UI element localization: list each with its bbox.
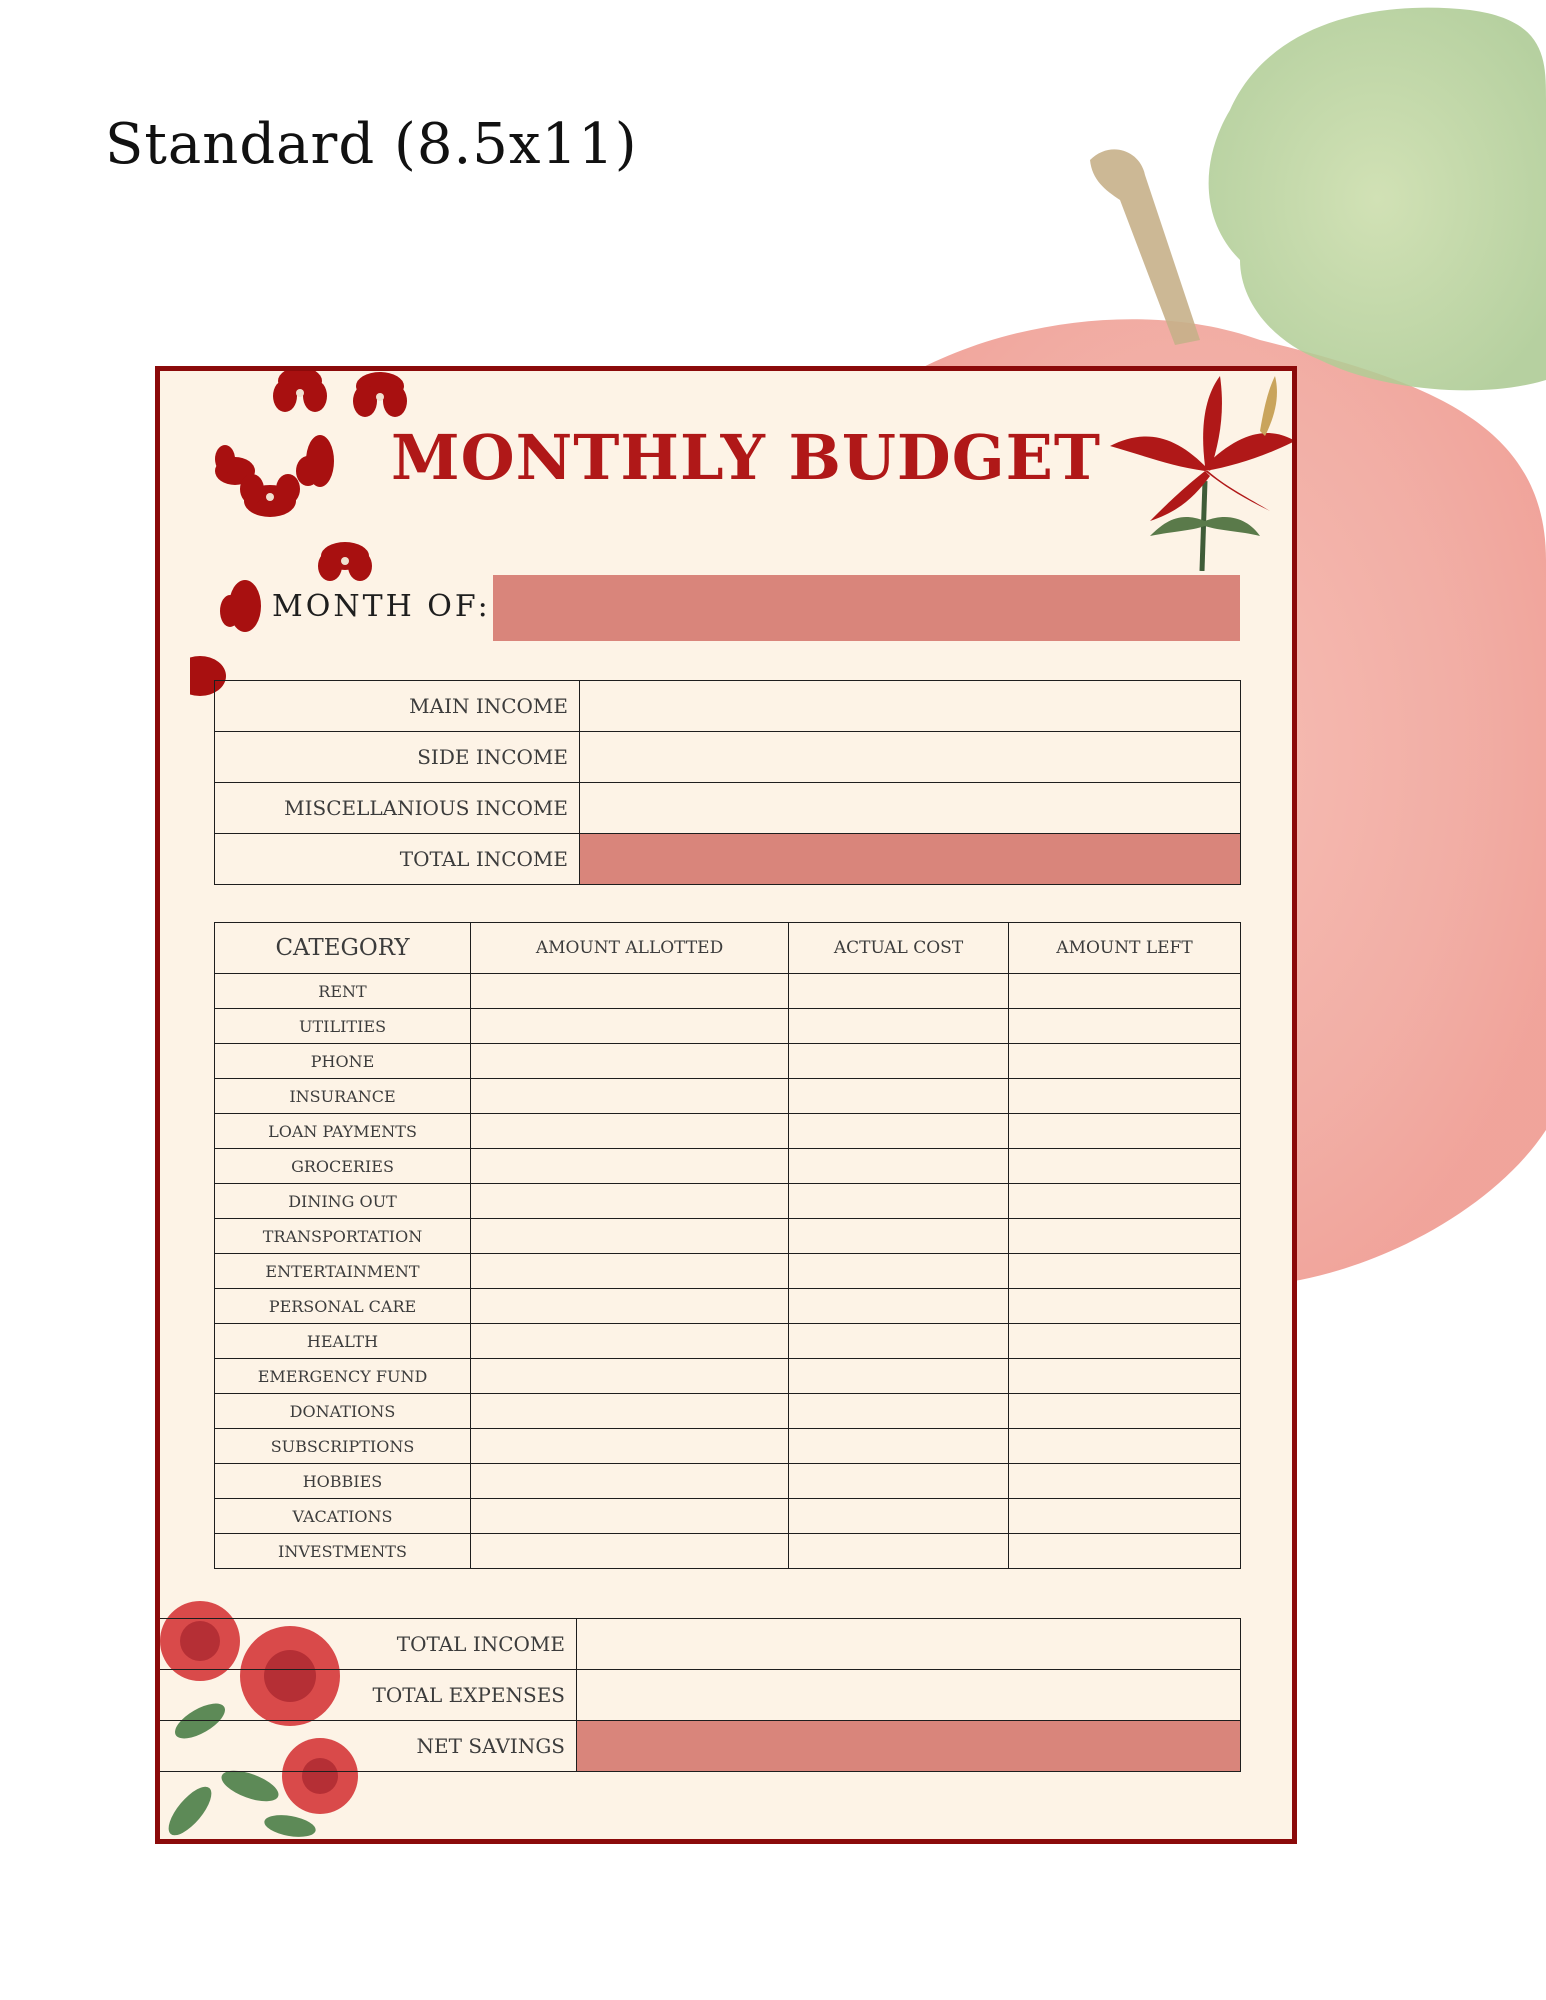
column-header-actual-cost: ACTUAL COST — [789, 923, 1009, 974]
amount-allotted-cell[interactable] — [471, 1394, 789, 1429]
amount-left-cell[interactable] — [1009, 1464, 1241, 1499]
amount-allotted-cell[interactable] — [471, 1009, 789, 1044]
actual-cost-cell[interactable] — [789, 1464, 1009, 1499]
actual-cost-cell[interactable] — [789, 1044, 1009, 1079]
table-row — [160, 1619, 1241, 1670]
amount-allotted-cell[interactable] — [471, 1044, 789, 1079]
page-heading: Standard (8.5x11) — [105, 112, 638, 177]
actual-cost-cell[interactable] — [789, 1254, 1009, 1289]
category-label: PHONE — [215, 1044, 471, 1079]
table-row — [215, 1324, 1241, 1359]
table-row — [215, 1359, 1241, 1394]
category-label: SUBSCRIPTIONS — [215, 1429, 471, 1464]
actual-cost-cell[interactable] — [789, 1359, 1009, 1394]
category-label: HOBBIES — [215, 1464, 471, 1499]
actual-cost-cell[interactable] — [789, 1149, 1009, 1184]
category-label: INVESTMENTS — [215, 1534, 471, 1569]
actual-cost-cell[interactable] — [789, 974, 1009, 1009]
table-row — [215, 1219, 1241, 1254]
amount-allotted-cell[interactable] — [471, 1254, 789, 1289]
actual-cost-cell[interactable] — [789, 1499, 1009, 1534]
column-header-amount-allotted: AMOUNT ALLOTTED — [471, 923, 789, 974]
table-row — [215, 1534, 1241, 1569]
table-row — [215, 1149, 1241, 1184]
table-row — [215, 732, 1241, 783]
amount-left-cell[interactable] — [1009, 1219, 1241, 1254]
amount-allotted-cell[interactable] — [471, 1219, 789, 1254]
actual-cost-cell[interactable] — [789, 1114, 1009, 1149]
category-label: UTILITIES — [215, 1009, 471, 1044]
column-header-category: CATEGORY — [215, 923, 471, 974]
table-row — [215, 1044, 1241, 1079]
amount-allotted-cell[interactable] — [471, 1184, 789, 1219]
budget-title: MONTHLY BUDGET — [390, 421, 1102, 494]
table-row — [215, 1429, 1241, 1464]
actual-cost-cell[interactable] — [789, 1079, 1009, 1114]
table-row — [160, 1670, 1241, 1721]
summary-total-expenses-field[interactable] — [577, 1670, 1241, 1721]
amount-allotted-cell[interactable] — [471, 1079, 789, 1114]
table-row — [215, 1289, 1241, 1324]
main-income-field[interactable] — [580, 681, 1241, 732]
misc-income-field[interactable] — [580, 783, 1241, 834]
amount-left-cell[interactable] — [1009, 1254, 1241, 1289]
amount-allotted-cell[interactable] — [471, 1149, 789, 1184]
category-label: DONATIONS — [215, 1394, 471, 1429]
category-label: HEALTH — [215, 1324, 471, 1359]
table-row — [215, 1009, 1241, 1044]
summary-total-income-label: TOTAL INCOME — [160, 1619, 577, 1670]
amount-left-cell[interactable] — [1009, 1289, 1241, 1324]
income-table — [214, 680, 1241, 885]
category-label: VACATIONS — [215, 1499, 471, 1534]
actual-cost-cell[interactable] — [789, 1394, 1009, 1429]
table-row — [215, 1394, 1241, 1429]
table-row — [215, 1184, 1241, 1219]
amount-left-cell[interactable] — [1009, 1044, 1241, 1079]
category-label: TRANSPORTATION — [215, 1219, 471, 1254]
amount-left-cell[interactable] — [1009, 1394, 1241, 1429]
amount-allotted-cell[interactable] — [471, 1534, 789, 1569]
amount-left-cell[interactable] — [1009, 1359, 1241, 1394]
amount-allotted-cell[interactable] — [471, 1114, 789, 1149]
category-label: DINING OUT — [215, 1184, 471, 1219]
net-savings-field[interactable] — [577, 1721, 1241, 1772]
table-header-row — [215, 923, 1241, 974]
actual-cost-cell[interactable] — [789, 1534, 1009, 1569]
amount-left-cell[interactable] — [1009, 1429, 1241, 1464]
category-label: EMERGENCY FUND — [215, 1359, 471, 1394]
amount-left-cell[interactable] — [1009, 974, 1241, 1009]
total-income-field[interactable] — [580, 834, 1241, 885]
table-row — [215, 834, 1241, 885]
side-income-field[interactable] — [580, 732, 1241, 783]
amount-allotted-cell[interactable] — [471, 974, 789, 1009]
table-row — [215, 1114, 1241, 1149]
misc-income-label: MISCELLANIOUS INCOME — [215, 783, 580, 834]
column-header-amount-left: AMOUNT LEFT — [1009, 923, 1241, 974]
main-income-label: MAIN INCOME — [215, 681, 580, 732]
amount-left-cell[interactable] — [1009, 1114, 1241, 1149]
category-label: PERSONAL CARE — [215, 1289, 471, 1324]
category-label: RENT — [215, 974, 471, 1009]
actual-cost-cell[interactable] — [789, 1324, 1009, 1359]
summary-table — [160, 1618, 1241, 1772]
amount-left-cell[interactable] — [1009, 1534, 1241, 1569]
category-label: ENTERTAINMENT — [215, 1254, 471, 1289]
category-label: LOAN PAYMENTS — [215, 1114, 471, 1149]
category-label: GROCERIES — [215, 1149, 471, 1184]
table-row — [215, 1499, 1241, 1534]
amount-left-cell[interactable] — [1009, 1079, 1241, 1114]
total-income-label: TOTAL INCOME — [215, 834, 580, 885]
amount-left-cell[interactable] — [1009, 1184, 1241, 1219]
month-of-field[interactable] — [493, 575, 1240, 641]
month-of-label: MONTH OF: — [272, 589, 491, 624]
table-row — [215, 974, 1241, 1009]
amount-left-cell[interactable] — [1009, 1149, 1241, 1184]
side-income-label: SIDE INCOME — [215, 732, 580, 783]
budget-sheet — [155, 366, 1297, 1844]
table-row — [215, 1254, 1241, 1289]
actual-cost-cell[interactable] — [789, 1429, 1009, 1464]
amount-allotted-cell[interactable] — [471, 1499, 789, 1534]
table-row — [215, 1464, 1241, 1499]
actual-cost-cell[interactable] — [789, 1219, 1009, 1254]
category-label: INSURANCE — [215, 1079, 471, 1114]
amount-allotted-cell[interactable] — [471, 1324, 789, 1359]
summary-total-expenses-label: TOTAL EXPENSES — [160, 1670, 577, 1721]
actual-cost-cell[interactable] — [789, 1289, 1009, 1324]
amount-left-cell[interactable] — [1009, 1324, 1241, 1359]
table-row — [215, 1079, 1241, 1114]
amount-left-cell[interactable] — [1009, 1499, 1241, 1534]
category-table — [214, 922, 1241, 1569]
amount-allotted-cell[interactable] — [471, 1429, 789, 1464]
amount-allotted-cell[interactable] — [471, 1359, 789, 1394]
amount-allotted-cell[interactable] — [471, 1464, 789, 1499]
net-savings-label: NET SAVINGS — [160, 1721, 577, 1772]
summary-total-income-field[interactable] — [577, 1619, 1241, 1670]
amount-left-cell[interactable] — [1009, 1009, 1241, 1044]
actual-cost-cell[interactable] — [789, 1184, 1009, 1219]
table-row — [160, 1721, 1241, 1772]
table-row — [215, 681, 1241, 732]
actual-cost-cell[interactable] — [789, 1009, 1009, 1044]
amount-allotted-cell[interactable] — [471, 1289, 789, 1324]
table-row — [215, 783, 1241, 834]
